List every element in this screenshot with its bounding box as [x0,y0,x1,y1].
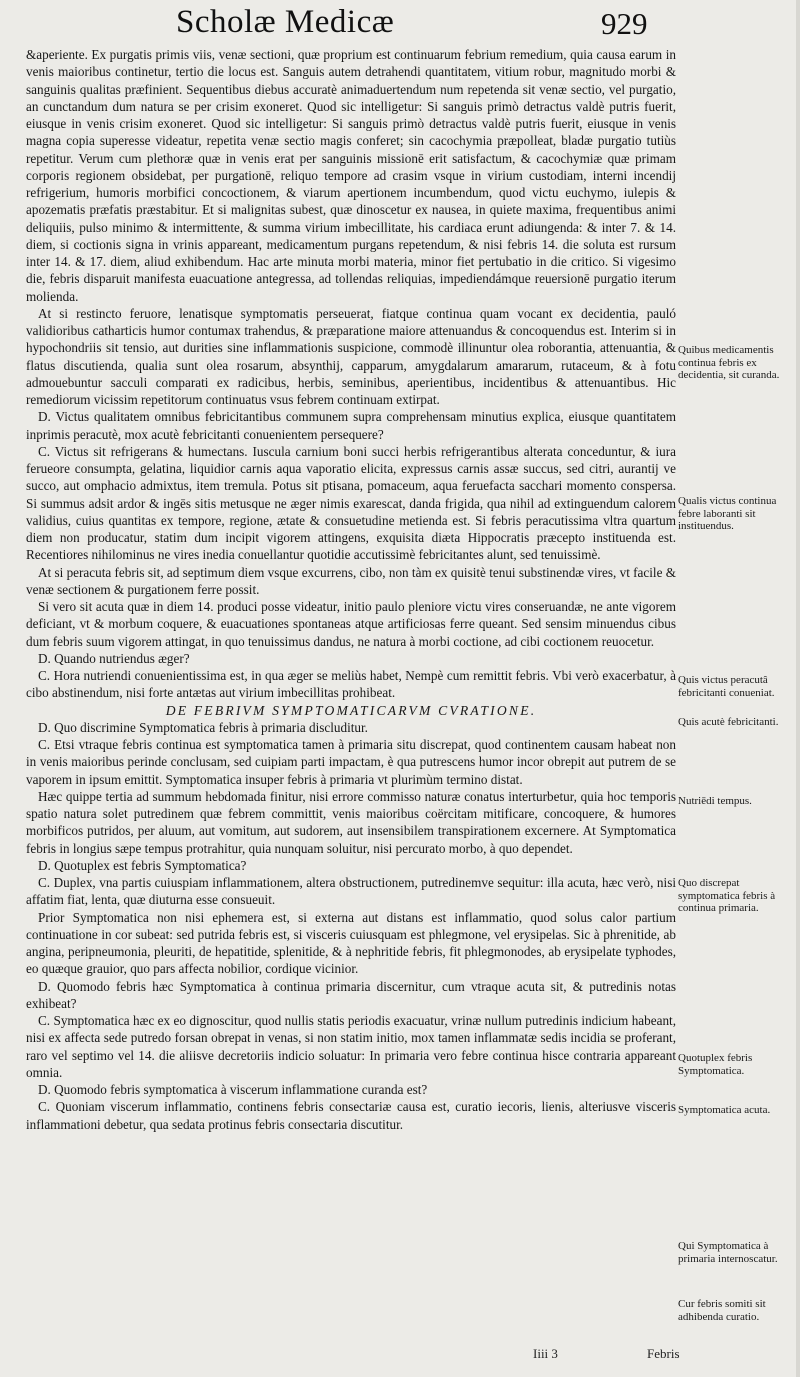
paragraph: D. Quomodo febris hæc Symptomatica à continua primaria discernitur, cum vtraque acuta sit, & putredinis notas exhibeat? [26,978,676,1011]
paragraph: &aperiente. Ex purgatis primis viis, venæ sectioni, quæ proprium est continuarum febrium remedium, quia causa earum in venis maioribus continetur, tertio die locus est. Sanguis autem detrahendi quantitatem, vitium robur, magnitudo morbi & sanguinis qualitas præfinient. Sequentibus diebus accuratè animaduertendum num repetenda sit venæ sectio, vel purgatio, an cunctandum dum natura se per crisim exoneret. Quod sic intelligetur: Si sanguis primò detractus valdè putris fuerit, eiusque in venis crisim exoneret. Quod sic intelligetur: Si sanguis primò detractus valdè putris fuerit, eiusque in venis magna copia superesse videatur, repetita venæ sectio magis conferet; sin cacochymia præpolleat, bladæ purgatio tutiùs repetitur. Verum cum plethoræ quæ in venis erat per sanguinis missionē erit satisfactum, & cacochymiæ quæ primam corporis regionem obsidebat, per purgationē, reliquo tempore ad crasim vsque in virium custodiam, interni incendij refrigerium, humoris morbifici concoctionem, & viarum apertionem incumbendum, quod victu euchymo, iulepis & apozematis præfatis præstabitur. Et si malignitas subest, quæ dinoscetur ex nausea, in quiete maxima, frequentibus animi deliquiis, pulso minimo & intermittente, & summa virium imbecillitate, his cardiaca erunt adiungenda: & inter 7. & 14. diem, si coctionis signa in vrinis appareant, medicamentum purgans repetendum, & nisi febris 14. die soluta est rursum inter 14. & 17. diem, aliud exhibendum. Hac arte minuta morbi materia, minor fiet pertubatio in die critico. Si vigesimo die, febris disparuit manifesta euacuatione antegressa, ad tollendas reliquias, impediendámque reuersionē purgatio iterum molienda. [26,47,676,304]
main-text-column [26,46,676,1133]
margin-note: Quotuplex febris Symptomatica. [678,1052,753,1077]
page-title: Scholæ Medicæ [176,4,395,40]
page-number: 929 [601,6,648,41]
paragraph: Hæc quippe tertia ad summum hebdomada finitur, nisi errore commisso naturæ conatus interturbetur, quia hoc temporis spatio natura solet putredinem quæ febrem committit, venis maioribus coërcitam mitificare, concoquere, & humores morbificos putridos, per aluum, aut vomitum, aut sudorem, aut insensibilem transpirationem excernere. At Symptomatica febris in longius sæpe tempus protrahitur, quia nunquam soluitur, nisi percurato morbo, à quo dependet. [26,788,676,856]
margin-note: Quis acutè febricitanti. [678,716,779,728]
running-header [0,0,800,46]
paragraph: Prior Symptomatica non nisi ephemera est, si externa aut distans est inflammatio, quod solus calor partium continuatione in cor subeat: sed putrida febris est, si visceris cuiusquam est phlegmone, vel erysipelas. Sic à phrenitide, ab angina, peripneumonia, pleuriti, de hepatitide, splenitide, & à nephritide febris, fit phlegmonodes, ab erysipelate typhodes, eo quæque grauior, quo pars affecta nobilior, cordique vicinior. [26,909,676,977]
paragraph: C. Hora nutriendi conuenientissima est, in qua æger se meliùs habet, Nempè cum remittit febris. Vbi verò exacerbatur, à cibo abstinendum, nisi forte antætas aut virium imbecillitas prohibeat. [26,668,676,701]
margin-note: Quis victus peracutâ febricitanti conueniat. [678,674,775,699]
margin-note: Nutriēdi tempus. [678,795,752,807]
paragraph: C. Quoniam viscerum inflammatio, continens febris consectariæ causa est, curatio iecoris, lienis, alteriusve visceris inflammationi debetur, qua sedata protinus febris consectaria discutitur. [26,1099,676,1132]
paragraph: Si vero sit acuta quæ in diem 14. produci posse videatur, initio paulo pleniore victu vires conseruandæ, ne ante vigorem deficiant, vt & morbum coquere, & euacuationes spontaneas atque artificiosas ferre queant. Sed sensim minuendus cibus dum febris suum vigorem attingat, in quo tenuissimus dandus, ne natura à morbi coctione, ad cibi coctionem reuocetur. [26,599,676,649]
paragraph: At si peracuta febris sit, ad septimum diem vsque excurrens, cibo, non tàm ex quisitè tenui substinendæ vires, vt facile & venæ sectionem & purgationem ferre possit. [26,564,676,597]
section-heading: DE FEBRIVM SYMPTOMATICARVM CVRATIONE. [165,702,537,718]
paragraph: C. Etsi vtraque febris continua est symptomatica tamen à primaria situ discrepat, quod continentem causam habeat non in venis maioribus perinde conclusam, sed cuipiam parti impactam, è qua putrescens humor incor obrepit aut putrem de se vaporem in ipsum emittit. Symptomatica insuper febris à primaria vt plurimùm termino distat. [26,737,676,787]
margin-note: Qui Symptomatica à primaria internoscatur. [678,1240,778,1265]
paragraph: D. Quotuplex est febris Symptomatica? [38,857,247,873]
page-edge-shadow [796,0,800,1377]
paragraph: At si restincto feruore, lenatisque symptomatis perseuerat, fiatque continua quam vocant ex decidentia, pauló validioribus catharticis humor contumax trahendus, & præparatione maiore attenuandus & concoquendus est. Interim si in hypochondriis sit tensio, aut durities sine inflammationis suspicione, commodè illinuntur olea roborantia, attenuantia, & flatus discutienda, qualia sunt olea rosarum, absynthij, capparum, amygdalarum amararum, rutaceum, & à fotu admouebuntur sacculi comparati ex radicibus, herbis, seminibus, aperientibus, incidentibus & attenuantibus. Hic remediorum vicissim repetitorum continuatus vsus febrem continuam extirpat. [26,305,676,407]
margin-note: Quo discrepat symptomatica febris à continua primaria. [678,877,776,915]
page-footer [0,1343,800,1373]
paragraph: D. Quo discrimine Symptomatica febris à primaria discluditur. [38,719,368,735]
paragraph: C. Symptomatica hæc ex eo dignoscitur, quod nullis statis periodis exacuatur, vrinæ nullum putredinis indicium habeant, nisi ex affecta sede putredo forsan obrepat in venas, si non statim initio, mox tamen inflammatæ sedis incidia se proferant, raro vel septimo vel 14. die aliisve decretoriis indicio soluatur: In primaria vero febre continua hisce contraria appareant omnia. [26,1013,676,1080]
paragraph: D. Quando nutriendus æger? [38,650,190,666]
paragraph: D. Quomodo febris symptomatica à viscerum inflammatione curanda est? [38,1082,428,1097]
margin-note: Quibus medicamentis continua febris ex decidentia, sit curanda. [678,344,780,382]
margin-note: Qualis victus continua febre laboranti sit instituendus. [678,495,777,533]
paragraph: C. Victus sit refrigerans & humectans. Iuscula carnium boni succi herbis refrigerantibus alterata conceduntur, & iura ferueore consumpta, gelatina, liquidior carnis aqua vaporatio elicita, expressus carnis assæ succus, sed citri, aurantij ve succo, aut omphacio admixtus, item tremula. Potus sit ptisana, pomaceum, aqua feruefacta sacchari momento conspersa. Si summus adsit ardor & ingēs sitis metusque ne æger nimis exarescat, danda frigida, qua nihil ad extinguendum calorem validius, cuius quantitas ex tempore, regione, ætate & consuetudine metienda est. Si febris peracutissima vltra quartum diem non producatur, statim dum incipit vigorem attingens, exquisita diæta Hippocratis præcepto instituenda est. Recentiores nihilominus ne vires inedia conuellantur quotidie accutissimè febricitantes alunt, sed tenuissimè. [26,443,676,563]
catchword: Febris [647,1346,680,1361]
signature-mark: Iiii 3 [533,1346,558,1361]
paragraph: D. Victus qualitatem omnibus febricitantibus communem supra comprehensam minutius explica, eiusque quantitatem inprimis peracutè, mox acutè febricitanti conuenientem persequere? [26,409,676,442]
margin-note: Cur febris somiti sit adhibenda curatio. [678,1298,766,1323]
paragraph: C. Duplex, vna partis cuiuspiam inflammationem, altera obstructionem, putredinemve sequitur: illa acuta, hæc verò, nisi affatim fiat, lenta, quæ diuturna esse consueuit. [26,875,676,908]
margin-note: Symptomatica acuta. [678,1104,771,1116]
